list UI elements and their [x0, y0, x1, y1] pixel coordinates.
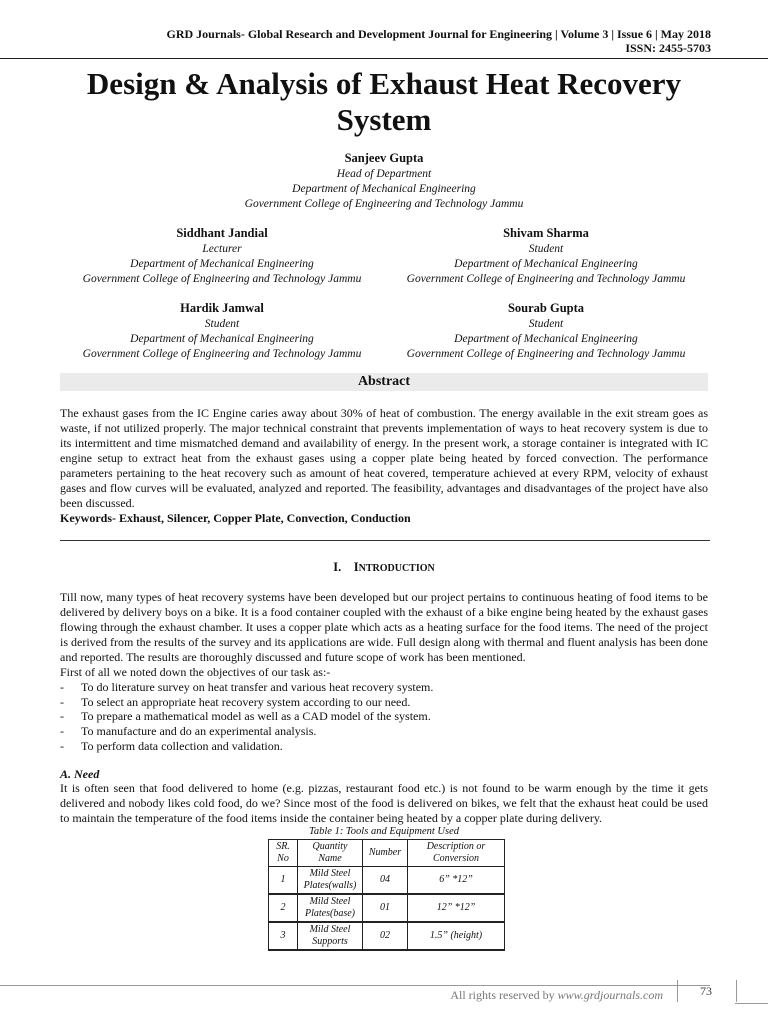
list-item [60, 680, 708, 695]
table-caption: Table 1: Tools and Equipment Used [308, 826, 460, 837]
list-item [60, 739, 708, 754]
section-title-initial: I [353, 560, 359, 574]
section-heading-introduction [0, 560, 768, 575]
equipment-table [268, 839, 505, 951]
introduction-paragraph: Till now, many types of heat recovery systems have been developed but our project pertains to continuous heating of food items to be delivered by delivery boys on a bike. It is a food container coupled with the exhaust of a bike engine being heated by the exhaust gases flowing through the exhaust chamber. It uses a copper plate which acts as a heating surface for the food items. The need of the project is derived from the results of the survey and its applications are wide. Full design along with thermal and fluent analysis has been done and reported. The results are thoroughly discussed and future scope of work has been mentioned. [60, 590, 708, 664]
footer-corner-rule [735, 1003, 768, 1004]
table-cell: 3 [269, 922, 298, 950]
abstract-heading: Abstract [60, 373, 708, 391]
table-row [269, 894, 505, 922]
table-cell: 02 [363, 922, 408, 950]
abstract-text: The exhaust gases from the IC Engine caries away about 30% of heat of combustion. The energy available in the exit stream goes as waste, if not utilized properly. The major technical constraint that prevents implementation of ways to heat recovery system is due to its intermittent and time mismatched demand and availability of energy. In the present work, a storage container is integrated with IC engine setup to extract heat from the exhaust gases using a copper plate being heated by forced convection. The performance parameters pertaining to the heat recovery such as amount of heat covered, temperature achieved at every RPM, velocity of exhaust gases and flow curves will be evaluated, analyzed and reported. The feasibility, advantages and disadvantages of the project have also been discussed. [60, 406, 708, 510]
table-row [269, 867, 505, 895]
table-header-cell: Description or Conversion [408, 840, 505, 867]
header-divider [0, 58, 768, 59]
table-header-row [269, 840, 505, 867]
journal-header: GRD Journals- Global Research and Development Journal for Engineering | Volume 3 | Issue 6 | May 2018 [166, 27, 711, 41]
author-shivam [384, 226, 708, 287]
list-item-text: To manufacture and do an experimental analysis. [81, 724, 317, 739]
table-cell: Mild Steel Plates(walls) [298, 867, 363, 895]
author-role: Head of Department [336, 168, 432, 180]
list-item [60, 695, 708, 710]
table-cell: 1.5” (height) [408, 922, 505, 950]
footer-rights [450, 988, 663, 1003]
objectives-list [60, 680, 708, 754]
table-header-cell: Number [363, 840, 408, 867]
list-item [60, 724, 708, 739]
author-role: Lecturer [202, 243, 242, 255]
author-name: Hardik Jamwal [180, 301, 264, 315]
author-name: Sanjeev Gupta [344, 151, 424, 165]
author-dept: Department of Mechanical Engineering [292, 183, 476, 195]
author-college: Government College of Engineering and Technology Jammu [244, 198, 524, 210]
author-role: Student [528, 318, 564, 330]
table-cell: 01 [363, 894, 408, 922]
list-bullet: - [60, 694, 64, 709]
author-name: Shivam Sharma [503, 226, 589, 240]
need-paragraph: It is often seen that food delivered to home (e.g. pizzas, restaurant food etc.) is not found to be warm enough by the time it gets delivered and nobody likes cold food, do we? Since most of the food is delivered on bikes, we felt that the exhaust heat could be used to maintain the temperature of the food items inside the container being heated by a copper plate during delivery. [60, 781, 708, 825]
keywords: Keywords- Exhaust, Silencer, Copper Plate, Convection, Conduction [60, 511, 411, 525]
table-header-cell: SR. No [269, 840, 298, 867]
author-dept: Department of Mechanical Engineering [454, 258, 638, 270]
author-dept: Department of Mechanical Engineering [130, 333, 314, 345]
subsection-heading-need: A. Need [60, 767, 100, 781]
author-siddhant [60, 226, 384, 287]
author-college: Government College of Engineering and Technology Jammu [406, 348, 686, 360]
list-bullet: - [60, 738, 64, 753]
author-name: Siddhant Jandial [176, 226, 268, 240]
list-bullet: - [60, 680, 64, 694]
list-item-text: To perform data collection and validation. [81, 738, 283, 753]
table-cell: 12” *12” [408, 894, 505, 922]
table-header-cell: Quantity Name [298, 840, 363, 867]
section-divider [60, 540, 710, 541]
author-name: Sourab Gupta [507, 301, 585, 315]
paper-title: Design & Analysis of Exhaust Heat Recovery System [86, 66, 682, 137]
author-dept: Department of Mechanical Engineering [130, 258, 314, 270]
objectives-intro: First of all we noted down the objectives of our task as:- [60, 665, 331, 679]
list-item-text: To prepare a mathematical model as well as a CAD model of the system. [81, 709, 431, 724]
footer-rights-label: All rights reserved by [450, 988, 558, 1002]
author-college: Government College of Engineering and Technology Jammu [406, 273, 686, 285]
table-cell: Mild Steel Supports [298, 922, 363, 950]
author-role: Student [204, 318, 240, 330]
table-cell: Mild Steel Plates(base) [298, 894, 363, 922]
list-item-text: To do literature survey on heat transfer and various heat recovery system. [81, 680, 434, 694]
table-cell: 1 [269, 867, 298, 895]
section-title-rest: NTRODUCTION [358, 563, 435, 574]
author-dept: Department of Mechanical Engineering [454, 333, 638, 345]
author-role: Student [528, 243, 564, 255]
section-number: I. [333, 560, 342, 574]
footer-divider [0, 985, 710, 986]
author-college: Government College of Engineering and Technology Jammu [82, 348, 362, 360]
table-cell: 2 [269, 894, 298, 922]
list-bullet: - [60, 724, 64, 739]
footer-site-link[interactable]: www.grdjournals.com [557, 988, 663, 1002]
page-number: 73 [700, 984, 712, 998]
author-lead [60, 151, 708, 212]
author-hardik [60, 301, 384, 362]
list-item [60, 709, 708, 724]
table-cell: 04 [363, 867, 408, 895]
table-row [269, 922, 505, 950]
author-college: Government College of Engineering and Technology Jammu [82, 273, 362, 285]
list-bullet: - [60, 709, 64, 724]
author-sourab [384, 301, 708, 362]
issn-label: ISSN: 2455-5703 [625, 41, 711, 55]
list-item-text: To select an appropriate heat recovery system according to our need. [81, 694, 411, 709]
table-cell: 6” *12” [408, 867, 505, 895]
